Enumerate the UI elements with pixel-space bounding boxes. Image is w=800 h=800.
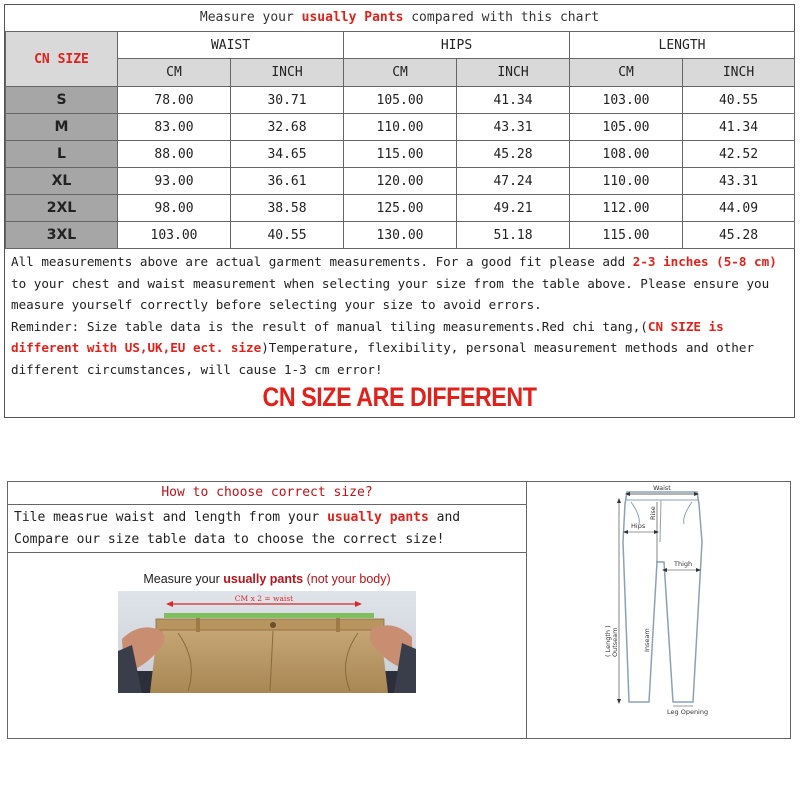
table-row <box>6 141 795 168</box>
table-cell: 49.21 <box>457 195 570 222</box>
size-chart <box>4 4 795 418</box>
table-cell: 43.31 <box>683 168 795 195</box>
chart-title-highlight: usually Pants <box>301 10 404 25</box>
thigh-label: Thigh <box>674 560 693 568</box>
size-label: S <box>6 87 118 114</box>
pants-measurement-diagram <box>527 481 791 739</box>
waist-label: Waist <box>653 484 671 492</box>
table-cell: 30.71 <box>231 87 344 114</box>
size-label: L <box>6 141 118 168</box>
leg-opening-label: Leg Opening <box>667 708 709 716</box>
outseam-label: Outseam <box>611 627 619 657</box>
table-cell: 98.00 <box>118 195 231 222</box>
howto-highlight: usually pants <box>327 510 429 525</box>
unit-header: INCH <box>231 59 344 87</box>
note-highlight: 2-3 inches (5-8 cm) <box>632 254 777 269</box>
table-cell: 105.00 <box>344 87 457 114</box>
table-cell: 41.34 <box>457 87 570 114</box>
table-cell: 40.55 <box>231 222 344 249</box>
unit-header: INCH <box>457 59 570 87</box>
note-paragraph-1: All measurements above are actual garment measurements. For a good fit please add 2-3 inches (5-8 cm) to your chest and waist measurement when selecting your size from the table above. Please ensure you measure yourself correctly before selecting your size to avoid errors. <box>11 254 777 312</box>
table-cell: 51.18 <box>457 222 570 249</box>
hips-label: Hips <box>631 522 646 530</box>
length-header: LENGTH <box>570 32 795 59</box>
note-paragraph-2: Reminder: Size table data is the result of manual tiling measurements.Red chi tang,(CN SIZE is different with US,UK,EU ect. size)Temperature, flexibility, personal measurement methods and other different circumstances, will cause 1-3 cm error! <box>11 318 755 377</box>
table-row <box>6 114 795 141</box>
inseam-label: Inseam <box>643 628 651 652</box>
table-cell: 44.09 <box>683 195 795 222</box>
table-cell: 78.00 <box>118 87 231 114</box>
how-to-choose-panel <box>7 481 527 739</box>
howto-instructions: Tile measrue waist and length from your usually pants and Compare our size table data to choose the correct size! <box>8 505 526 553</box>
table-cell: 47.24 <box>457 168 570 195</box>
table-cell: 130.00 <box>344 222 457 249</box>
table-cell: 41.34 <box>683 114 795 141</box>
size-table <box>5 31 795 249</box>
table-cell: 42.52 <box>683 141 795 168</box>
table-cell: 45.28 <box>683 222 795 249</box>
table-cell: 105.00 <box>570 114 683 141</box>
howto-title: How to choose correct size? <box>8 482 526 505</box>
rise-label: Rise <box>649 506 657 520</box>
cn-size-warning: CN SIZE ARE DIFFERENT <box>262 382 537 412</box>
pants-diagram-svg <box>527 482 791 740</box>
table-cell: 120.00 <box>344 168 457 195</box>
measurement-notes <box>11 251 791 380</box>
table-cell: 40.55 <box>683 87 795 114</box>
size-label: 3XL <box>6 222 118 249</box>
table-row <box>6 168 795 195</box>
table-cell: 115.00 <box>344 141 457 168</box>
caption-highlight: usually pants <box>223 572 304 586</box>
table-cell: 34.65 <box>231 141 344 168</box>
table-cell: 93.00 <box>118 168 231 195</box>
measuring-pants-photo <box>118 591 416 693</box>
unit-header: CM <box>570 59 683 87</box>
tape-label: CM x 2 = waist <box>234 594 294 603</box>
unit-header: CM <box>118 59 231 87</box>
waist-header: WAIST <box>118 32 344 59</box>
table-cell: 32.68 <box>231 114 344 141</box>
cn-size-header: CN SIZE <box>6 32 118 87</box>
table-cell: 125.00 <box>344 195 457 222</box>
table-row <box>6 87 795 114</box>
note-highlight: CN SIZE is different with US,UK,EU ect. size <box>11 318 724 355</box>
table-cell: 115.00 <box>570 222 683 249</box>
table-cell: 88.00 <box>118 141 231 168</box>
chart-title: Measure your usually Pants compared with this chart <box>5 5 794 32</box>
length-label: ( Length ) <box>604 625 612 657</box>
table-cell: 112.00 <box>570 195 683 222</box>
size-label: M <box>6 114 118 141</box>
table-cell: 103.00 <box>118 222 231 249</box>
measure-caption: Measure your usually pants (not your body) <box>143 572 391 586</box>
table-cell: 45.28 <box>457 141 570 168</box>
table-cell: 38.58 <box>231 195 344 222</box>
table-cell: 83.00 <box>118 114 231 141</box>
table-cell: 43.31 <box>457 114 570 141</box>
table-cell: 103.00 <box>570 87 683 114</box>
table-cell: 110.00 <box>344 114 457 141</box>
unit-header: CM <box>344 59 457 87</box>
size-label: 2XL <box>6 195 118 222</box>
table-cell: 108.00 <box>570 141 683 168</box>
table-row <box>6 195 795 222</box>
table-cell: 110.00 <box>570 168 683 195</box>
table-row <box>6 222 795 249</box>
unit-header: INCH <box>683 59 795 87</box>
hips-header: HIPS <box>344 32 570 59</box>
table-cell: 36.61 <box>231 168 344 195</box>
size-label: XL <box>6 168 118 195</box>
